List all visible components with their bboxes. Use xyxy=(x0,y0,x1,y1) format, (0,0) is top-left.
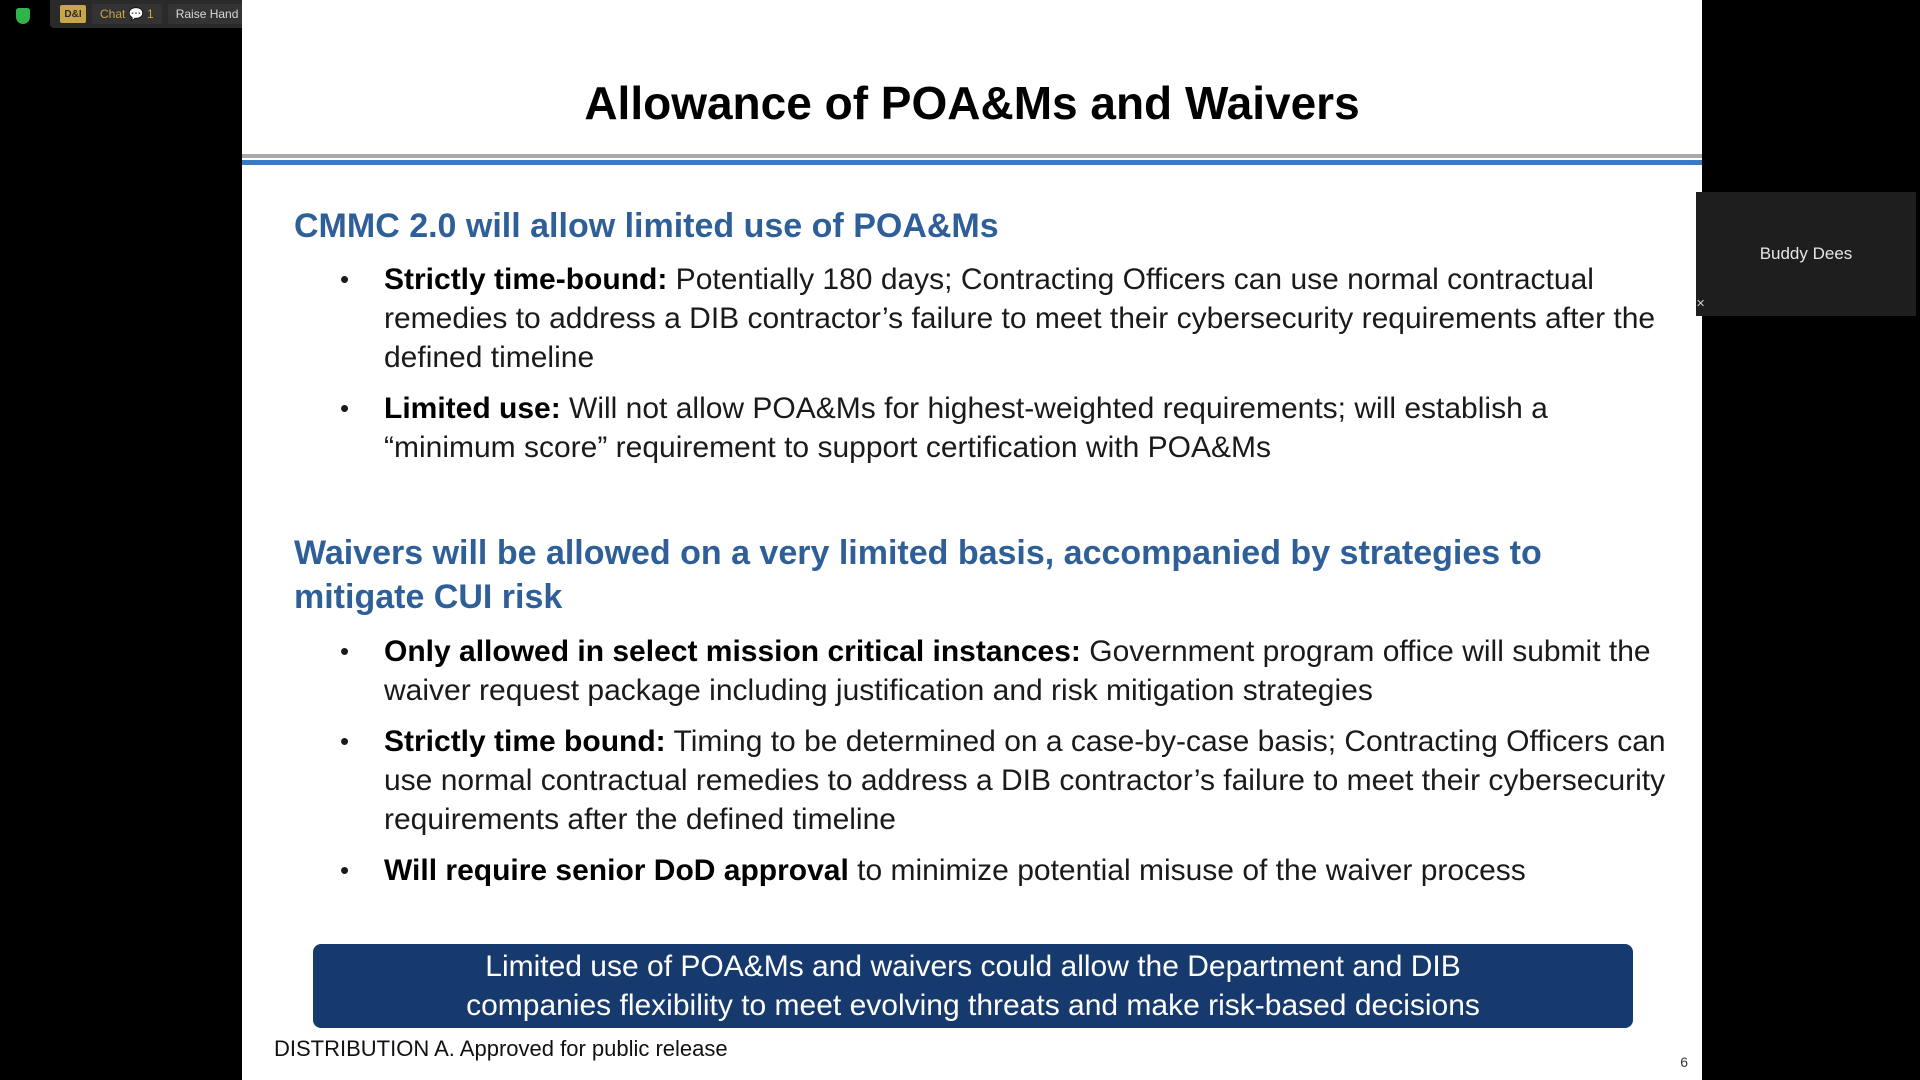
raise-hand-button[interactable]: Raise Hand xyxy=(168,4,247,24)
security-shield-icon xyxy=(16,8,30,24)
bullet-text: to minimize potential misuse of the waiver process xyxy=(848,854,1526,887)
bullet-lead: Strictly time-bound: xyxy=(384,263,668,296)
callout-line: Limited use of POA&Ms and waivers could allow the Department and DIB xyxy=(485,950,1461,983)
section-heading-waivers: Waivers will be allowed on a very limited basis, accompanied by strategies to mitigate CUI risk xyxy=(294,534,1542,616)
poam-bullet-list xyxy=(292,260,1682,479)
chat-button-label: Chat xyxy=(100,7,126,21)
participant-name: Buddy Dees xyxy=(1759,244,1853,263)
callout-line: companies flexibility to meet evolving threats and make risk-based decisions xyxy=(466,989,1480,1022)
chat-bubble-icon: 💬 xyxy=(128,7,144,21)
shared-slide xyxy=(242,0,1702,1080)
list-item xyxy=(292,260,1682,377)
title-divider-accent xyxy=(242,160,1702,165)
list-item xyxy=(292,722,1682,839)
bullet-text: Government program office will submit the waiver request package including justification and risk mitigation strategies xyxy=(384,635,1651,707)
participant-video-tile[interactable] xyxy=(1696,192,1916,316)
muted-mic-icon: ✕ xyxy=(1696,298,1706,310)
app-logo-icon: D&I xyxy=(60,5,86,23)
slide-page-number: 6 xyxy=(1680,1054,1688,1070)
bullet-lead: Limited use: xyxy=(384,392,561,425)
chat-button[interactable] xyxy=(92,4,162,24)
slide-title: Allowance of POA&Ms and Waivers xyxy=(584,77,1360,129)
title-divider xyxy=(242,154,1702,158)
bullet-text: Will not allow POA&Ms for highest-weighted requirements; will establish a “minimum score” requirement to support certification with POA&Ms xyxy=(384,392,1548,464)
bullet-lead: Strictly time bound: xyxy=(384,725,666,758)
waiver-bullet-list xyxy=(292,632,1682,902)
list-item xyxy=(292,851,1682,890)
bullet-text: Potentially 180 days; Contracting Officers can use normal contractual remedies to address a DIB contractor’s failure to meet their cybersecurity requirements after the defined timeline xyxy=(384,263,1656,374)
bullet-lead: Will require senior DoD approval xyxy=(384,854,849,887)
bullet-text: Timing to be determined on a case-by-case basis; Contracting Officers can use normal contractual remedies to address a DIB contractor’s failure to meet their cybersecurity requirements after the defined timeline xyxy=(384,725,1666,836)
distribution-footer: DISTRIBUTION A. Approved for public release xyxy=(274,1036,728,1061)
bullet-lead: Only allowed in select mission critical instances: xyxy=(384,635,1081,668)
section-heading-poams: CMMC 2.0 will allow limited use of POA&Ms xyxy=(294,207,999,245)
summary-callout xyxy=(313,944,1633,1028)
chat-count-badge: 1 xyxy=(147,7,154,21)
list-item xyxy=(292,632,1682,710)
list-item xyxy=(292,389,1682,467)
